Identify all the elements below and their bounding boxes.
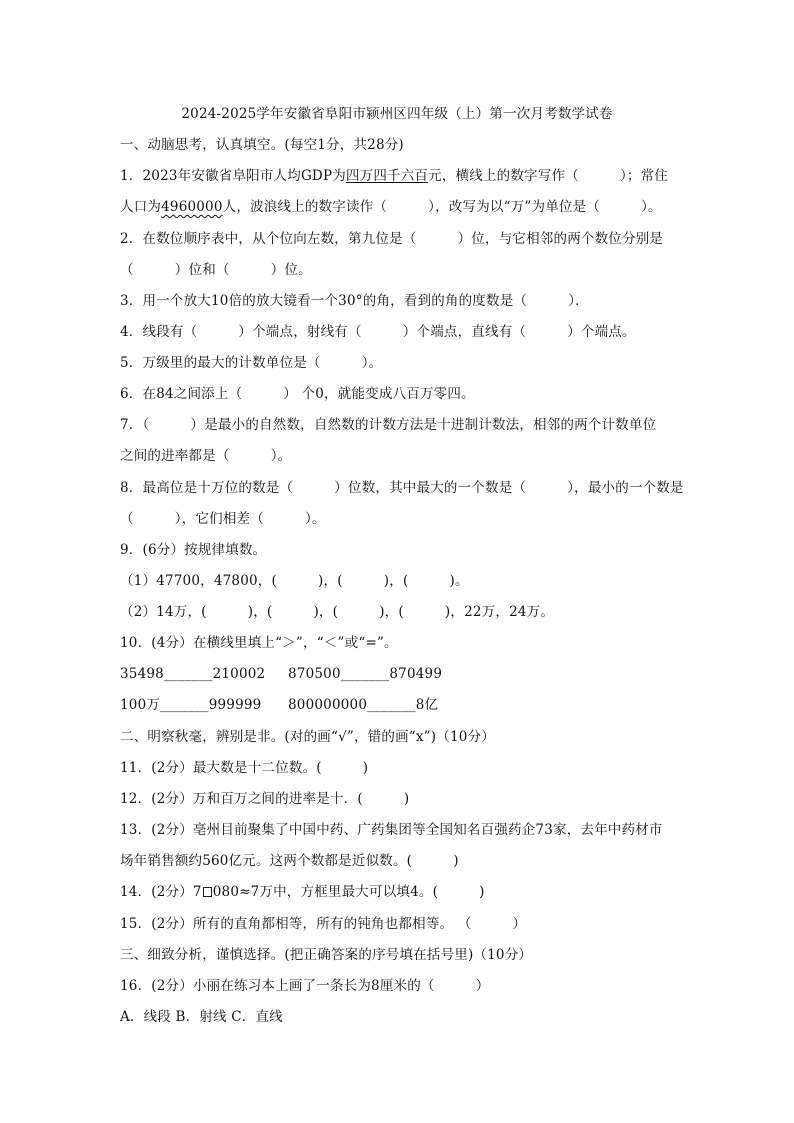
question-8-line-2: （ ），它们相差（ ）。 <box>120 511 326 527</box>
q14-text: 14．(2分）7 <box>120 884 202 900</box>
section-2-heading: 二、明察秋毫，辨别是非。(对的画“√”，错的画“x”)（10分） <box>120 729 495 745</box>
question-10: 10．(4分）在横线里填上“＞”，“＜”或“=”。 <box>120 635 398 651</box>
question-4: 4．线段有（ ）个端点，射线有（ ）个端点，直线有（ ）个端点。 <box>120 324 636 340</box>
q1-text: 人，波浪线上的数字读作（ ），改写为以“万”为单位是（ ）。 <box>222 199 662 215</box>
section-1-heading: 一、动脑思考，认真填空。(每空1分，共28分) <box>120 137 404 153</box>
question-7-line-2: 之间的进率都是（ ）。 <box>120 448 292 464</box>
question-1-line-1 <box>120 168 668 184</box>
q1-text: 人口为 <box>120 199 162 215</box>
question-14 <box>120 884 485 900</box>
q14-text: 080≈7万中，方框里最大可以填4。( ) <box>212 884 485 900</box>
question-8-line-1: 8．最高位是十万位的数是（ ）位数，其中最大的一个数是（ ），最小的一个数是 <box>120 480 684 496</box>
question-6: 6．在84之间添上（ ） 个0，就能变成八百万零四。 <box>120 386 475 402</box>
question-11: 11．(2分）最大数是十二位数。( ) <box>120 760 369 776</box>
question-1-line-2 <box>120 199 662 215</box>
question-13-line-2: 场年销售额约560亿元。这两个数都是近似数。( ) <box>120 853 459 869</box>
q1-underlined-number: 四万四千六百 <box>345 168 429 184</box>
question-5: 5．万级里的最大的计数单位是（ ）。 <box>120 355 383 371</box>
question-16: 16．(2分）小丽在练习本上画了一条长为8厘米的（ ） <box>120 978 490 994</box>
q10-item-1: 35498_______210002 <box>120 666 266 682</box>
question-2-line-1: 2．在数位顺序表中，从个位向左数，第九位是（ ）位，与它相邻的两个数位分别是 <box>120 231 664 247</box>
square-box-icon <box>203 887 212 897</box>
question-15: 15．(2分）所有的直角都相等，所有的钝角也都相等。 （ ） <box>120 916 527 932</box>
q10-item-2: 870500_______870499 <box>288 666 443 682</box>
q10-item-3: 100万_______999999 <box>120 697 262 713</box>
section-3-heading: 三、细致分析，谨慎选择。(把正确答案的序号填在括号里)（10分） <box>120 947 533 963</box>
question-13-line-1: 13．(2分）亳州目前聚集了中国中药、广药集团等全国知名百强药企73家，去年中药材市 <box>120 822 663 838</box>
q10-item-4: 800000000_______8亿 <box>288 697 439 713</box>
question-7-line-1: 7．（ ）是最小的自然数，自然数的计数方法是十进制计数法，相邻的两个计数单位 <box>120 417 657 433</box>
question-3: 3．用一个放大10倍的放大镜看一个30°的角，看到的角的度数是（ ）． <box>120 293 589 309</box>
question-9-part-1: （1）47700，47800，( )，( )，( )。 <box>120 573 469 589</box>
question-9-part-2: （2）14万，( )，( )，( )，( )，22万，24万。 <box>120 604 555 620</box>
q1-text: 元，横线上的数字写作（ ）；常住 <box>428 168 668 184</box>
question-12: 12．(2分）万和百万之间的进率是十．( ) <box>120 791 410 807</box>
question-2-line-2: （ ）位和（ ）位。 <box>120 262 312 278</box>
q1-text: 1．2023年安徽省阜阳市人均GDP为 <box>120 168 346 184</box>
q1-wavy-number: 4960000 <box>161 199 223 215</box>
question-16-options: A．线段 B．射线 C．直线 <box>120 1009 283 1025</box>
question-9: 9．(6分）按规律填数。 <box>120 542 267 558</box>
page-title: 2024-2025学年安徽省阜阳市颍州区四年级（上）第一次月考数学试卷 <box>181 106 613 122</box>
